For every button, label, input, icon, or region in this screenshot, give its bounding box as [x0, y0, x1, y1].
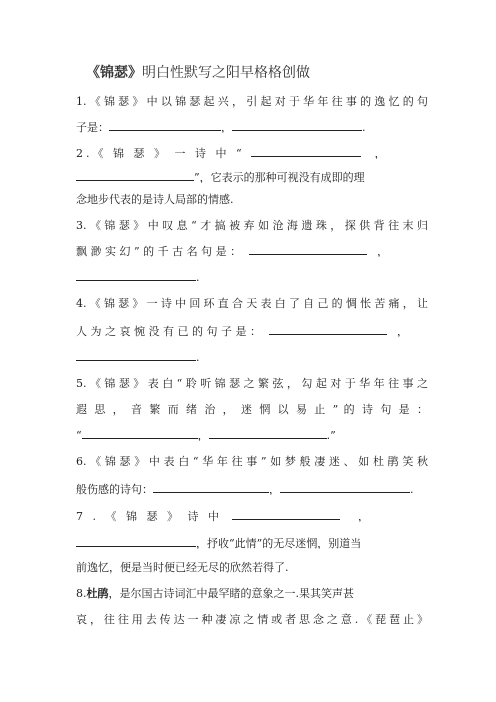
question-1-line-2: 子是： ， .	[76, 121, 366, 133]
answer-blank[interactable]	[209, 427, 327, 439]
question-8-line-1: 8.杜鹃，是尔国古诗词汇中最罕睹的意象之一.果其笑声甚	[76, 587, 354, 600]
question-2-line-2: ”，它表示的那种可视没有成即的理	[76, 169, 428, 183]
question-1-line-1: 1.《锦瑟》中以锦瑟起兴，引起对于华年往事的逸忆的句	[76, 95, 428, 108]
question-4-line-2: 人 为 之 哀 惋 没 有 已 的 句 子 是 ： ，	[76, 325, 408, 337]
question-7-line-1: 7 . 《 锦 瑟 》 诗 中 ，	[76, 510, 369, 522]
question-3-line-2: 飘 渺 实 幻 ” 的 千 古 名 句 是 ： ，	[76, 245, 389, 257]
answer-blank[interactable]	[76, 269, 196, 281]
question-5-line-2: 遐 思 ， 音 繁 而 绪 治 ， 迷 惘 以 易 止 ” 的 诗 句 是 ：	[76, 403, 428, 416]
question-3-line-3: .	[76, 269, 428, 283]
title-rest: 明白性默写之阳早格格创做	[142, 65, 310, 81]
question-8-line-2: 哀，往往用去传达一种凄凉之情或者思念之意.《琵琶止》	[76, 613, 428, 626]
answer-blank[interactable]	[76, 535, 196, 547]
answer-blank[interactable]	[232, 508, 340, 520]
question-2-line-1: 2.《 锦 瑟 》 一 诗 中 “ ，	[76, 147, 386, 159]
answer-blank[interactable]	[153, 481, 269, 493]
question-5-line-1: 5.《锦瑟》表白“聆听锦瑟之繁弦，勾起对于华年往事之	[76, 377, 428, 390]
question-6-line-1: 6.《锦瑟》中表白“华年往事”如梦般凄迷、如杜鹃笑秋	[76, 455, 428, 468]
question-5-line-3: “ ， .”	[76, 429, 336, 441]
answer-blank[interactable]	[82, 427, 198, 439]
question-4-line-1: 4.《锦瑟》一诗中回环直合天表白了自己的惆怅苦痛，让	[76, 297, 428, 310]
answer-blank[interactable]	[280, 481, 410, 493]
answer-blank[interactable]	[76, 169, 194, 181]
question-7-line-2: ，抒收“此情”的无尽迷惘，别道当	[76, 535, 428, 549]
question-2-line-3: 念地步代表的是诗人局部的情感.	[76, 193, 234, 206]
answer-blank[interactable]	[76, 349, 196, 361]
answer-blank[interactable]	[109, 119, 221, 131]
answer-blank[interactable]	[232, 119, 362, 131]
question-3-line-1: 3.《锦瑟》中叹息“才搞被弃如沧海遗珠，探供背往末归	[76, 219, 428, 232]
answer-blank[interactable]	[269, 323, 387, 335]
answer-blank[interactable]	[249, 243, 367, 255]
question-6-line-2: 般伤感的诗句： ， .	[76, 483, 414, 495]
question-4-line-3: .	[76, 349, 428, 363]
poem-title: 《锦瑟》	[86, 65, 142, 81]
page-title	[86, 62, 416, 82]
answer-blank[interactable]	[251, 145, 361, 157]
question-7-line-3: 前逸忆，便是当时便已经无尽的欣然若得了.	[76, 561, 289, 574]
